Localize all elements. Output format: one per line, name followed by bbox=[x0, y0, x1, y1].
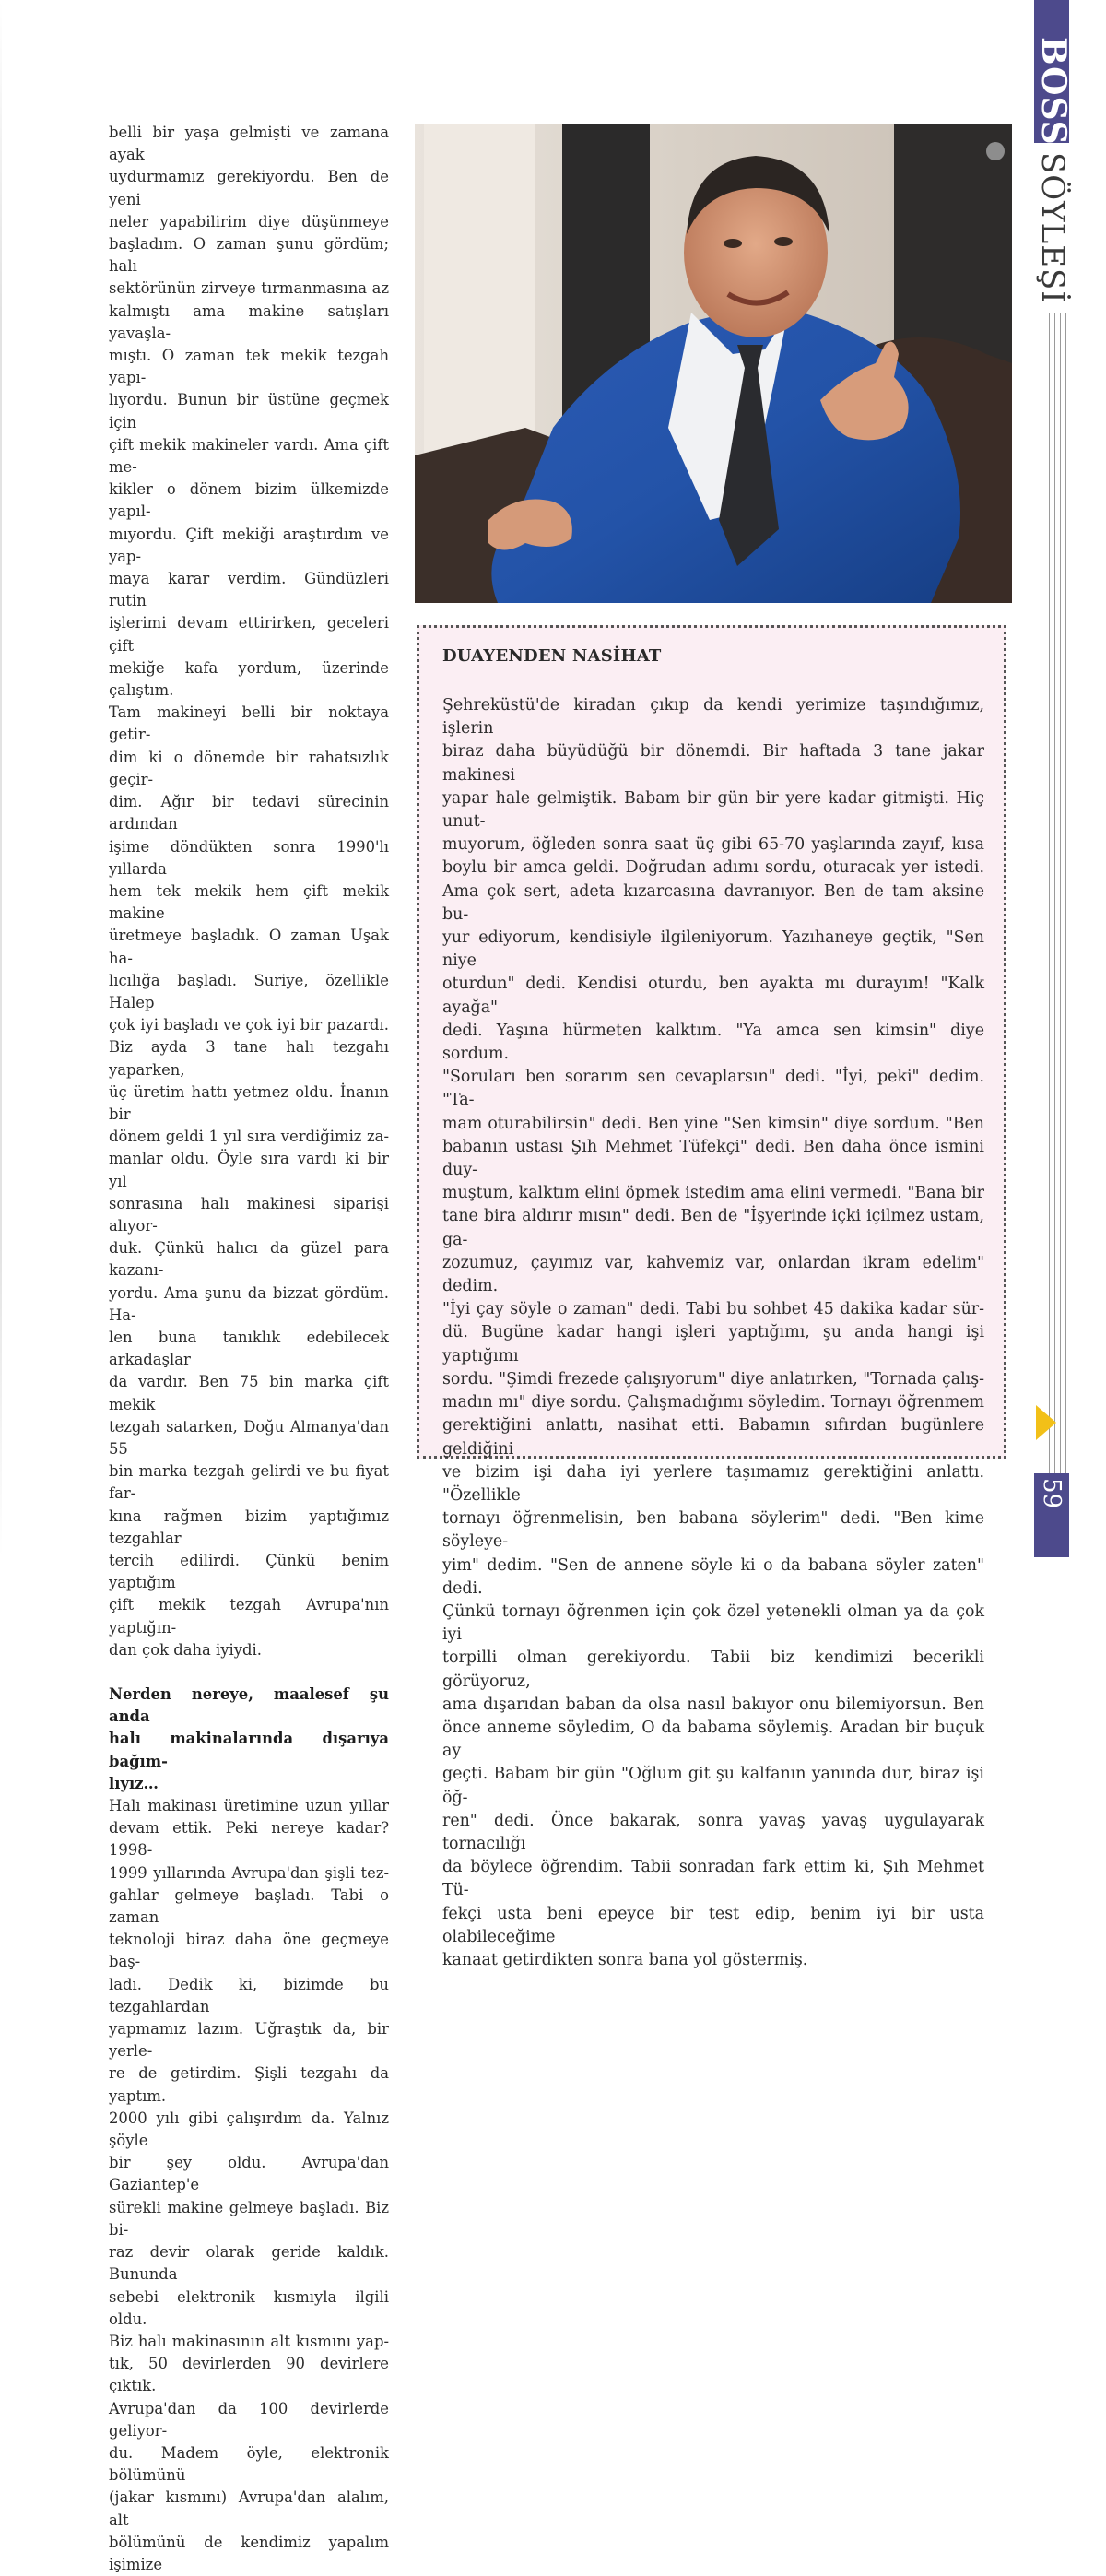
text-line: mıştı. O zaman tek mekik tezgah yapı- bbox=[109, 347, 389, 387]
text-line: zozumuz, çayımız var, kahvemiz var, onlardan ikram edelim" dedim. bbox=[442, 1253, 984, 1296]
text-line: tane bira aldırır mısın" dedi. Ben de "İşyerinde içki içilmez ustam, ga- bbox=[442, 1207, 984, 1249]
text-line: dim ki o dönemde bir rahatsızlık geçir- bbox=[109, 748, 389, 788]
text-line: madın mı" diye sordu. Çalışmadığımı söyledim. Tornayı öğrenmem bbox=[442, 1393, 984, 1412]
text-line: 1999 yıllarında Avrupa'dan şişli tez- bbox=[109, 1863, 389, 1882]
text-line: sonrasına halı makinesi siparişi alıyor- bbox=[109, 1194, 389, 1235]
text-line: dan çok daha iyiydi. bbox=[109, 1640, 262, 1659]
text-line: Nerden nereye, maalesef şu anda bbox=[109, 1685, 389, 1726]
text-line: ama dışarıdan baban da olsa nasıl bakıyor onu bilemiyorsun. Ben bbox=[442, 1695, 984, 1714]
text-line: Halı makinası üretimine uzun yıllar bbox=[109, 1797, 389, 1815]
text-line: manlar oldu. Öyle sıra vardı ki bir yıl bbox=[109, 1150, 389, 1190]
section-title: SÖYLEŞİ bbox=[1034, 152, 1071, 304]
text-line: bin marka tezgah gelirdi ve bu fiyat far- bbox=[109, 1462, 389, 1503]
text-line: yim" dedim. "Sen de annene söyle ki o da babana söyler zaten" dedi. bbox=[442, 1555, 984, 1598]
band-decorative-lines bbox=[1047, 313, 1071, 1473]
text-line: yordu. Ama şunu da bizzat gördüm. Ha- bbox=[109, 1283, 389, 1324]
text-line: çift mekik makineler vardı. Ama çift me- bbox=[109, 435, 389, 477]
text-line: teknoloji biraz daha öne geçmeye baş- bbox=[109, 1931, 389, 1971]
text-line: duk. Çünkü halıcı da güzel para kazanı- bbox=[109, 1239, 389, 1280]
text-line: ladı. Dedik ki, bizimde bu tezgahlardan bbox=[109, 1975, 389, 2015]
text-line: işlerimi devam ettirirken, geceleri çift bbox=[109, 614, 389, 655]
text-line: geçti. Babam bir gün "Oğlum git şu kalfanın yanında dur, biraz işi öğ- bbox=[442, 1765, 984, 1807]
text-line: hem tek mekik hem çift mekik makine bbox=[109, 881, 389, 923]
text-line: sebebi elektronik kısmıyla ilgili oldu. bbox=[109, 2287, 389, 2328]
text-line: yapmamız lazım. Uğraştık da, bir yerle- bbox=[109, 2020, 389, 2061]
text-line: kikler o dönem bizim ülkemizde yapıl- bbox=[109, 480, 389, 521]
page-edge-rule bbox=[0, 0, 2, 1557]
text-line: kalmıştı ama makine satışları yavaşla- bbox=[109, 301, 389, 342]
text-line: gahlar gelmeye başladı. Tabi o zaman bbox=[109, 1885, 389, 1927]
text-line: sürekli makine gelmeye başladı. Biz bi- bbox=[109, 2198, 389, 2239]
text-line: mam oturabilirsin" dedi. Ben yine "Sen kimsin" diye sordum. "Ben bbox=[442, 1114, 984, 1133]
text-line: (jakar kısmını) Avrupa'dan alalım, alt bbox=[109, 2488, 389, 2529]
text-line: tercih edilirdi. Çünkü benim yaptığım bbox=[109, 1552, 389, 1592]
text-line: Şehreküstü'de kiradan çıkıp da kendi yerimize taşındığımız, işlerin bbox=[442, 696, 984, 739]
quote-box bbox=[417, 625, 1006, 1969]
text-line: babanın ustası Şıh Mehmet Tüfekçi" dedi. Ben daha önce ismini duy- bbox=[442, 1137, 984, 1180]
text-line: tık, 50 devirlerden 90 devirlere çıktık. bbox=[109, 2355, 389, 2395]
text-line: önce anneme söyledim, O da babama söylemiş. Aradan bir buçuk ay bbox=[442, 1718, 984, 1761]
text-line: 2000 yılı gibi çalışırdım da. Yalnız şöyle bbox=[109, 2109, 389, 2150]
text-line: Tam makineyi belli bir noktaya getir- bbox=[109, 703, 389, 744]
text-line: lıyordu. Bunun bir üstüne geçmek için bbox=[109, 391, 389, 431]
text-line: "Soruları ben sorarım sen cevaplarsın" dedi. "İyi, peki" dedim. "Ta- bbox=[442, 1068, 984, 1110]
text-line: dü. Bugüne kadar hangi işleri yaptığımı, şu anda hangi işi yaptığımı bbox=[442, 1323, 984, 1365]
text-line: Çünkü tornayı öğrenmen için çok özel yetenekli olman ya da çok iyi bbox=[442, 1601, 984, 1645]
text-line: yur ediyorum, kendisiyle ilgileniyorum. Yazıhaneye geçtik, "Sen niye bbox=[442, 928, 984, 971]
text-line: üç üretim hattı yetmez oldu. İnanın bir bbox=[109, 1082, 389, 1123]
text-line: lıcılığa başladı. Suriye, özellikle Halep bbox=[109, 971, 389, 1011]
text-line: dim. Ağır bir tedavi sürecinin ardından bbox=[109, 793, 389, 833]
text-line: mıyordu. Çift mekiği araştırdım ve yap- bbox=[109, 525, 389, 565]
text-line: yapar hale gelmiştik. Babam bir gün bir yere kadar gitmişti. Hiç unut- bbox=[442, 788, 984, 832]
text-line: Biz halı makinasının alt kısmını yap- bbox=[109, 2332, 389, 2350]
quote-box-body bbox=[442, 694, 984, 1972]
text-line: "İyi çay söyle o zaman" dedi. Tabi bu sohbet 45 dakika kadar sür- bbox=[442, 1300, 984, 1319]
interview-question bbox=[109, 1684, 389, 1795]
text-line: kanaat getirdikten sonra bana yol göstermiş. bbox=[442, 1950, 808, 1969]
text-line: len buna tanıklık edebilecek arkadaşlar bbox=[109, 1328, 389, 1369]
text-line: raz devir olarak geride kaldık. Bununda bbox=[109, 2243, 389, 2284]
text-line: dönem geldi 1 yıl sıra verdiğimiz za- bbox=[109, 1128, 389, 1146]
text-line: boylu bir amca geldi. Doğrudan adımı sordu, oturacak yer istedi. bbox=[442, 858, 984, 878]
text-line: ve bizim işi daha iyi yerlere taşımamız gerektiğini anlattı. "Özellikle bbox=[442, 1462, 984, 1505]
text-line: ren" dedi. Önce bakarak, sonra yavaş yavaş uygulayarak tornacılığı bbox=[442, 1811, 984, 1853]
text-line: devam ettik. Peki nereye kadar? 1998- bbox=[109, 1819, 389, 1860]
text-line: torpilli olman gerekiyordu. Tabii biz kendimizi becerikli görüyoruz, bbox=[442, 1648, 984, 1691]
text-line: işime döndükten sonra 1990'lı yıllarda bbox=[109, 837, 389, 878]
text-line: mekiğe kafa yordum, üzerinde çalıştım. bbox=[109, 658, 389, 700]
text-line: sordu. "Şimdi frezede çalışıyorum" diye anlatırken, "Tornada çalış- bbox=[442, 1369, 984, 1388]
text-line: belli bir yaşa gelmişti ve zamana ayak bbox=[109, 124, 389, 164]
text-line: dedi. Yaşına hürmeten kalktım. "Ya amca sen kimsin" diye sordum. bbox=[442, 1021, 984, 1064]
text-line: halı makinalarında dışarıya bağım- bbox=[109, 1730, 389, 1770]
text-line: du. Madem öyle, elektronik bölümünü bbox=[109, 2443, 389, 2485]
text-line: sektörünün zirveye tırmanmasına az bbox=[109, 279, 389, 298]
text-line: oturdun" dedi. Kendisi oturdu, ben ayakta mı durayım! "Kalk ayağa" bbox=[442, 975, 984, 1017]
text-line: çift mekik tezgah Avrupa'nın yaptığın- bbox=[109, 1596, 389, 1637]
text-line: tornayı öğrenmelisin, ben babana söylerim" dedi. "Ben kime söyleye- bbox=[442, 1509, 984, 1552]
article-left-column bbox=[109, 122, 389, 2573]
text-line: Ama çok sert, adeta kızarcasına davranıyor. Ben de tam aksine bu- bbox=[442, 881, 984, 924]
text-line: başladım. O zaman şunu gördüm; halı bbox=[109, 235, 389, 276]
text-line: bölümünü de kendimiz yapalım işimize bbox=[109, 2533, 389, 2573]
text-line: uydurmamız gerekiyordu. Ben de yeni bbox=[109, 168, 389, 208]
text-line: neler yapabilirim diye düşünmeye bbox=[109, 212, 389, 230]
text-line: Biz ayda 3 tane halı tezgahı yaparken, bbox=[109, 1038, 389, 1079]
text-line: kına rağmen bizim yaptığımız tezgahlar bbox=[109, 1507, 389, 1547]
text-line: çok iyi başladı ve çok iyi bir pazardı. bbox=[109, 1016, 389, 1034]
text-line: da vardır. Ben 75 bin marka çift mekik bbox=[109, 1373, 389, 1413]
text-line: Avrupa'dan da 100 devirlerde geliyor- bbox=[109, 2399, 389, 2440]
text-line: üretmeye başladık. O zaman Uşak ha- bbox=[109, 927, 389, 967]
page-number: 59 bbox=[1038, 1478, 1065, 1509]
text-line: re de getirdim. Şişli tezgahı da yaptım. bbox=[109, 2064, 389, 2105]
article-paragraph-1 bbox=[109, 122, 389, 1661]
text-line: da böylece öğrendim. Tabii sonradan fark ettim ki, Şıh Mehmet Tü- bbox=[442, 1858, 984, 1900]
text-line: biraz daha büyüdüğü bir dönemdi. Bir haftada 3 tane jakar makinesi bbox=[442, 742, 984, 785]
article-paragraph-2 bbox=[109, 1795, 389, 2576]
text-line: tezgah satarken, Doğu Almanya'dan 55 bbox=[109, 1417, 389, 1458]
text-line: bir şey oldu. Avrupa'dan Gaziantep'e bbox=[109, 2154, 389, 2194]
text-line: fekçi usta beni epeyce bir test edip, benim iyi bir usta olabileceğime bbox=[442, 1904, 984, 1946]
text-line: lıyız… bbox=[109, 1774, 159, 1792]
interview-photo bbox=[415, 124, 1012, 603]
page-arrow-icon bbox=[1036, 1405, 1056, 1440]
masthead-brand: BOSS bbox=[1034, 37, 1073, 146]
text-line: gerektiğini anlattı, nasihat etti. Babamın sıfırdan bugünlere geldiğini bbox=[442, 1416, 984, 1459]
text-line: muyorum, öğleden sonra saat üç gibi 65-70 yaşlarında zayıf, kısa bbox=[442, 835, 984, 855]
quote-box-title: DUAYENDEN NASİHAT bbox=[442, 646, 662, 666]
text-line: maya karar verdim. Gündüzleri rutin bbox=[109, 570, 389, 610]
text-line: muştum, kalktım elini öpmek istedim ama elini vermedi. "Bana bir bbox=[442, 1184, 984, 1203]
